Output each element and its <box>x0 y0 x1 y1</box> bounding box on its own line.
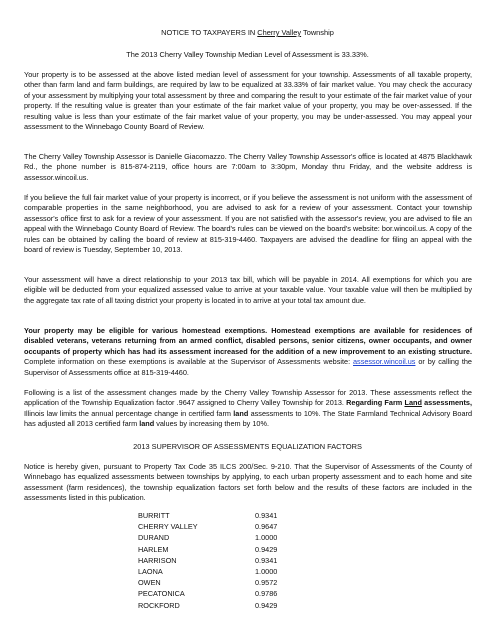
farm-law-text: Illinois law limits the annual percentage change in certified farm <box>24 408 234 418</box>
farm-land-bold-2: land <box>139 419 155 429</box>
paragraph-assessment-level: Your property is to be assessed at the above listed median level of assessment for your township. Assessments of all taxable property, other than farm land and farm buildings, are required by law to be equalized at 33.33% of fair market value. You may check the accuracy of your assessment by multiplying your total assessment by three and comparing the result to your estimate of the fair market value of your property. If the resulting value is greater than your estimate of the fair market value of your property, you may be over-assessed. If the resulting value is less than your estimate of the fair market value of your property, you may be under-assessed. You may appeal your assessment to the Winnebago County Board of Review. <box>24 70 472 132</box>
exemptions-phone-text: or by calling the Supervisor of Assessments office at 815-319-4460. <box>24 357 472 377</box>
table-row <box>138 566 277 577</box>
notice-title-prefix: NOTICE TO TAXPAYERS IN <box>161 28 258 37</box>
farm-land-underlined: Land <box>404 398 422 408</box>
township-factor: 1.0000 <box>255 533 278 543</box>
township-name: BURRITT <box>138 511 170 520</box>
township-factor: 0.9647 <box>255 522 278 532</box>
township-name: HARLEM <box>138 544 169 554</box>
table-row <box>138 600 277 611</box>
table-row <box>138 555 277 566</box>
table-row <box>138 577 277 588</box>
paragraph-homestead-exemptions <box>24 326 472 378</box>
township-name: ROCKFORD <box>138 600 180 610</box>
paragraph-tax-bill: Your assessment will have a direct relationship to your 2013 tax bill, which will be payable in 2014. All exemptions for which you are eligible will be deducted from your equalized assessed value to arrive at your taxable value. Your taxable value will then be multiplied by the aggregate tax rate of all taxing district your property is located in to arrive at your total tax amount due. <box>24 275 472 305</box>
paragraph-review-appeal: If you believe the full fair market value of your property is incorrect, or if you believe the assessment is not uniform with the assessment of comparable properties in the same neighborhood, you are advised to ask for a review of your assessment. Contact your township assessor's office first to ask for a review of your assessment. If you are not satisfied with the assessor's review, you are advised to file an appeal with the Winnebago County Board of Review. The board's rules can be viewed on the board's website: bor.wincoil.us. A copy of the rules can be obtained by calling the board of review at 815-319-4460. Taxpayers are advised the deadline for filing an appeal with the board of review is Tuesday, September 10, 2013. <box>24 193 472 255</box>
exemptions-bold-text: Your property may be eligible for various homestead exemptions. Homestead exemptions are available for residences of disabled veterans, veterans returning from an armed conflict, disabled persons, senior citizens, owner occupants, and owner occupants of property which has had its assessment increased for the addition of a new improvement to an existing structure. <box>24 326 472 356</box>
township-name: PECATONICA <box>138 589 185 599</box>
township-factor: 0.9341 <box>255 511 278 520</box>
paragraph-assessor-contact: The Cherry Valley Township Assessor is Danielle Giacomazzo. The Cherry Valley Township Assessor's office is located at 4875 Blackhawk Rd., the phone number is 815-874-2119, office hours are 7:00am to 3:30pm, Monday thru Friday, and the website address is assessor.wincoil.us. <box>24 152 472 182</box>
table-row <box>138 588 277 599</box>
township-factor: 1.0000 <box>255 567 278 577</box>
township-factor: 0.9429 <box>255 544 278 554</box>
table-row <box>138 532 277 543</box>
paragraph-assessment-changes <box>24 388 472 430</box>
exemptions-info-text: Complete information on these exemptions is available at the Supervisor of Assessments website: <box>24 357 353 367</box>
table-row <box>138 544 277 555</box>
changes-intro-text: Following is a list of the assessment changes made by the Cherry Valley Township Assessor for 2013. These assessments reflect the application of the Township Equalization factor .9647 assigned to Cherry Valley Township for 2013. <box>24 388 472 408</box>
table-row <box>138 510 277 521</box>
farm-land-bold-1: land <box>233 408 249 418</box>
farm-increase-text: values by increasing them by 10%. <box>154 419 269 429</box>
table-row <box>138 521 277 532</box>
township-name: OWEN <box>138 578 161 588</box>
township-name: LAONA <box>138 567 163 577</box>
township-factor: 0.9572 <box>255 578 278 588</box>
township-factor: 0.9341 <box>255 555 278 565</box>
equalization-factors-table <box>138 510 277 611</box>
township-factor: 0.9429 <box>255 600 278 610</box>
farm-board-text: assessments to 10%. The State Farmland Technical Advisory Board has adjusted all 2013 certified farm <box>24 408 472 429</box>
farm-regarding-text: Regarding Farm <box>346 398 405 408</box>
township-name: DURAND <box>138 533 170 543</box>
notice-title-suffix: Township <box>301 28 334 37</box>
notice-title-township: Cherry Valley <box>257 28 302 37</box>
equalization-factors-title: 2013 SUPERVISOR OF ASSESSMENTS EQUALIZATION FACTORS <box>133 442 362 451</box>
township-factor: 0.9786 <box>255 589 278 599</box>
notice-title <box>0 28 495 37</box>
township-name: HARRISON <box>138 555 177 565</box>
farm-assessments-text: assessments, <box>421 398 472 408</box>
assessor-website-link[interactable]: assessor.wincoil.us <box>353 357 416 367</box>
paragraph-equalization-notice: Notice is hereby given, pursuant to Property Tax Code 35 ILCS 200/Sec. 9-210. That the Supervisor of Assessments of the County of Winnebago has equalized assessments between townships by applying, to each urban property assessment and to each home and site assessment (farm residences), the township equalization factors set forth below and the results of these factors are included in the assessments listed in this publication. <box>24 462 472 503</box>
median-level-line: The 2013 Cherry Valley Township Median Level of Assessment is 33.33%. <box>126 50 369 59</box>
township-name: CHERRY VALLEY <box>138 522 198 532</box>
